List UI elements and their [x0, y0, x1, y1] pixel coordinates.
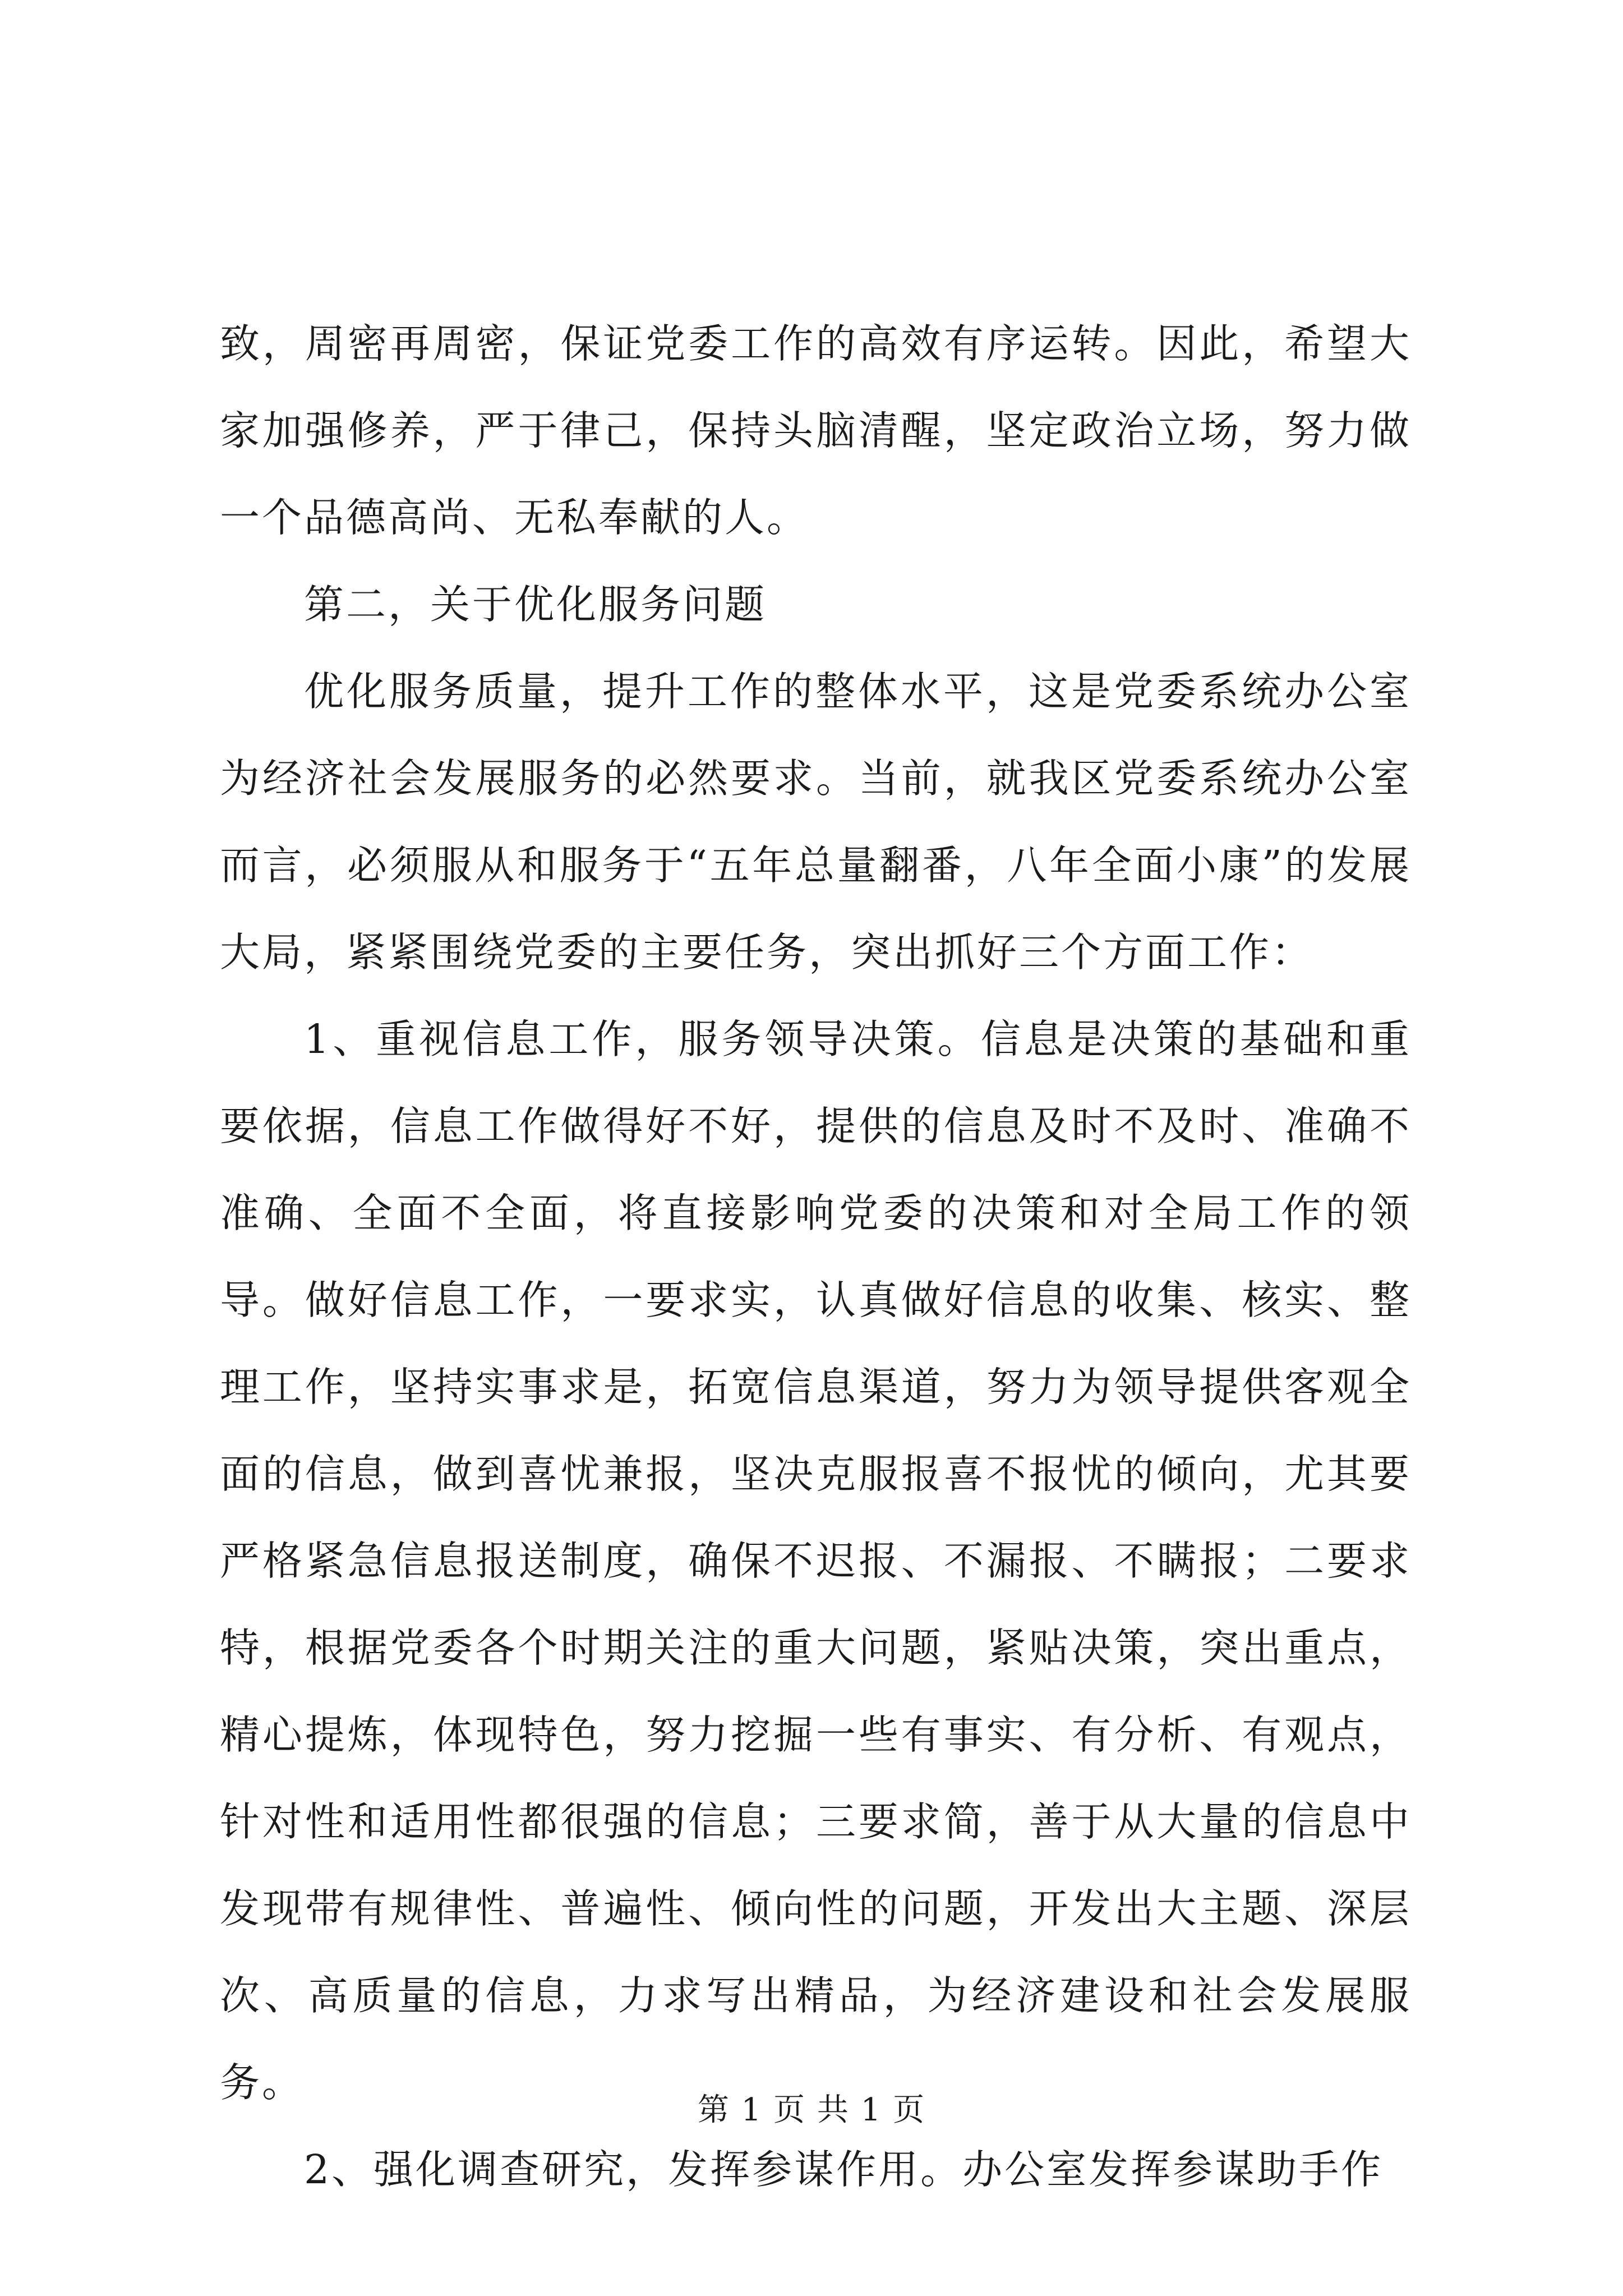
paragraph-research: 2、强化调查研究，发挥参谋作用。办公室发挥参谋助手作 [304, 2146, 1384, 2193]
document-body [220, 300, 1412, 2213]
page-footer: 第 1 页 共 1 页 [697, 2092, 926, 2128]
section-heading-optimize-service: 第二，关于优化服务问题 [304, 581, 767, 628]
paragraph-continuation: 致，周密再周密，保证党委工作的高效有序运转。因此，希望大家加强修养，严于律己，保持头脑清醒，坚定政治立场，努力做一个品德高尚、无私奉献的人。 [220, 320, 1412, 541]
paragraph-information-work: 1、重视信息工作，服务领导决策。信息是决策的基础和重要依据，信息工作做得好不好，提供的信息及时不及时、准确不准确、全面不全面，将直接影响党委的决策和对全局工作的领导。做好信息工作，一要求实，认真做好信息的收集、核实、整理工作，坚持实事求是，拓宽信息渠道，努力为领导提供客观全面的信息，做到喜忧兼报，坚决克服报喜不报忧的倾向，尤其要严格紧急信息报送制度，确保不迟报、不漏报、不瞒报；二要求特，根据党委各个时期关注的重大问题，紧贴决策，突出重点，精心提炼，体现特色，努力挖掘一些有事实、有分析、有观点，针对性和适用性都很强的信息；三要求简，善于从大量的信息中发现带有规律性、普遍性、倾向性的问题，开发出大主题、深层次、高质量的信息，力求写出精品，为经济建设和社会发展服务。 [220, 1016, 1412, 2106]
paragraph-service-quality: 优化服务质量，提升工作的整体水平，这是党委系统办公室为经济社会发展服务的必然要求。当前，就我区党委系统办公室而言，必须服从和服务于“五年总量翻番，八年全面小康”的发展大局，紧紧围绕党委的主要任务，突出抓好三个方面工作： [220, 668, 1412, 976]
